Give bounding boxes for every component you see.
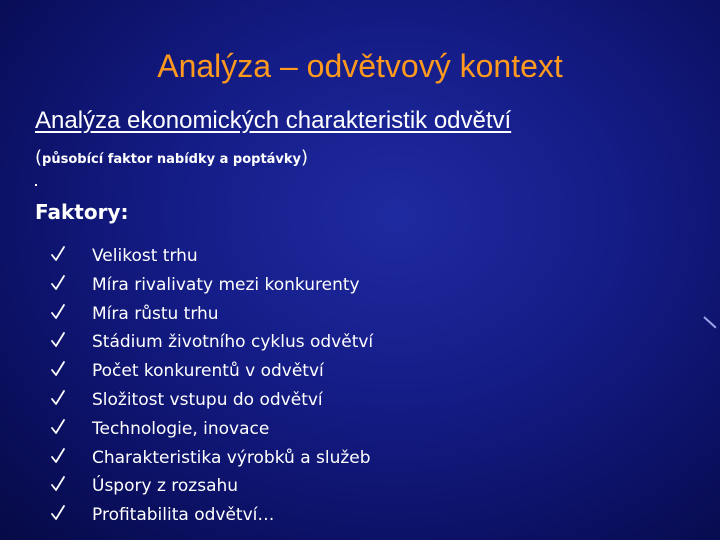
checkmark-icon <box>50 274 66 292</box>
factor-item <box>0 473 600 502</box>
factor-item <box>0 358 600 387</box>
factor-text: Počet konkurentů v odvětví <box>92 361 324 382</box>
heading-note <box>35 147 308 171</box>
factor-text: Technologie, inovace <box>92 418 270 439</box>
factor-item <box>0 445 600 474</box>
note-open-paren: ( <box>35 147 43 168</box>
stray-dot <box>35 184 37 186</box>
factor-item <box>0 387 600 416</box>
checkmark-icon <box>50 504 66 522</box>
factor-text: Úspory z rozsahu <box>92 476 239 497</box>
factor-item <box>0 272 600 301</box>
factor-text: Míra rivalivaty mezi konkurenty <box>92 274 360 295</box>
factor-text: Složitost vstupu do odvětví <box>92 389 323 410</box>
factor-text: Velikost trhu <box>92 246 198 266</box>
factor-item <box>0 416 600 445</box>
factor-text: Charakteristika výrobků a služeb <box>92 447 371 468</box>
factor-item <box>0 502 600 531</box>
checkmark-icon <box>50 303 66 321</box>
checkmark-icon <box>50 331 66 349</box>
factor-item <box>0 243 600 272</box>
checkmark-icon <box>50 360 66 378</box>
factor-item <box>0 329 600 358</box>
checkmark-icon <box>50 245 66 263</box>
factor-item <box>0 301 600 330</box>
note-text: působící faktor nabídky a poptávky <box>42 152 302 167</box>
slide-title: Analýza – odvětvový kontext <box>157 48 563 84</box>
checkmark-icon <box>50 447 66 465</box>
factor-text: Profitabilita odvětví… <box>92 505 275 526</box>
checkmark-icon <box>50 389 66 407</box>
factors-label: Faktory: <box>35 200 129 224</box>
note-close-paren: ) <box>301 147 309 168</box>
section-heading: Analýza ekonomických charakteristik odvětví <box>35 107 512 134</box>
factor-text: Stádium životního cyklus odvětví <box>92 332 374 353</box>
factor-text: Míra růstu trhu <box>92 303 219 324</box>
checkmark-icon <box>50 418 66 436</box>
checkmark-icon <box>50 475 66 493</box>
factor-list <box>0 243 600 531</box>
decorative-line <box>703 316 716 328</box>
